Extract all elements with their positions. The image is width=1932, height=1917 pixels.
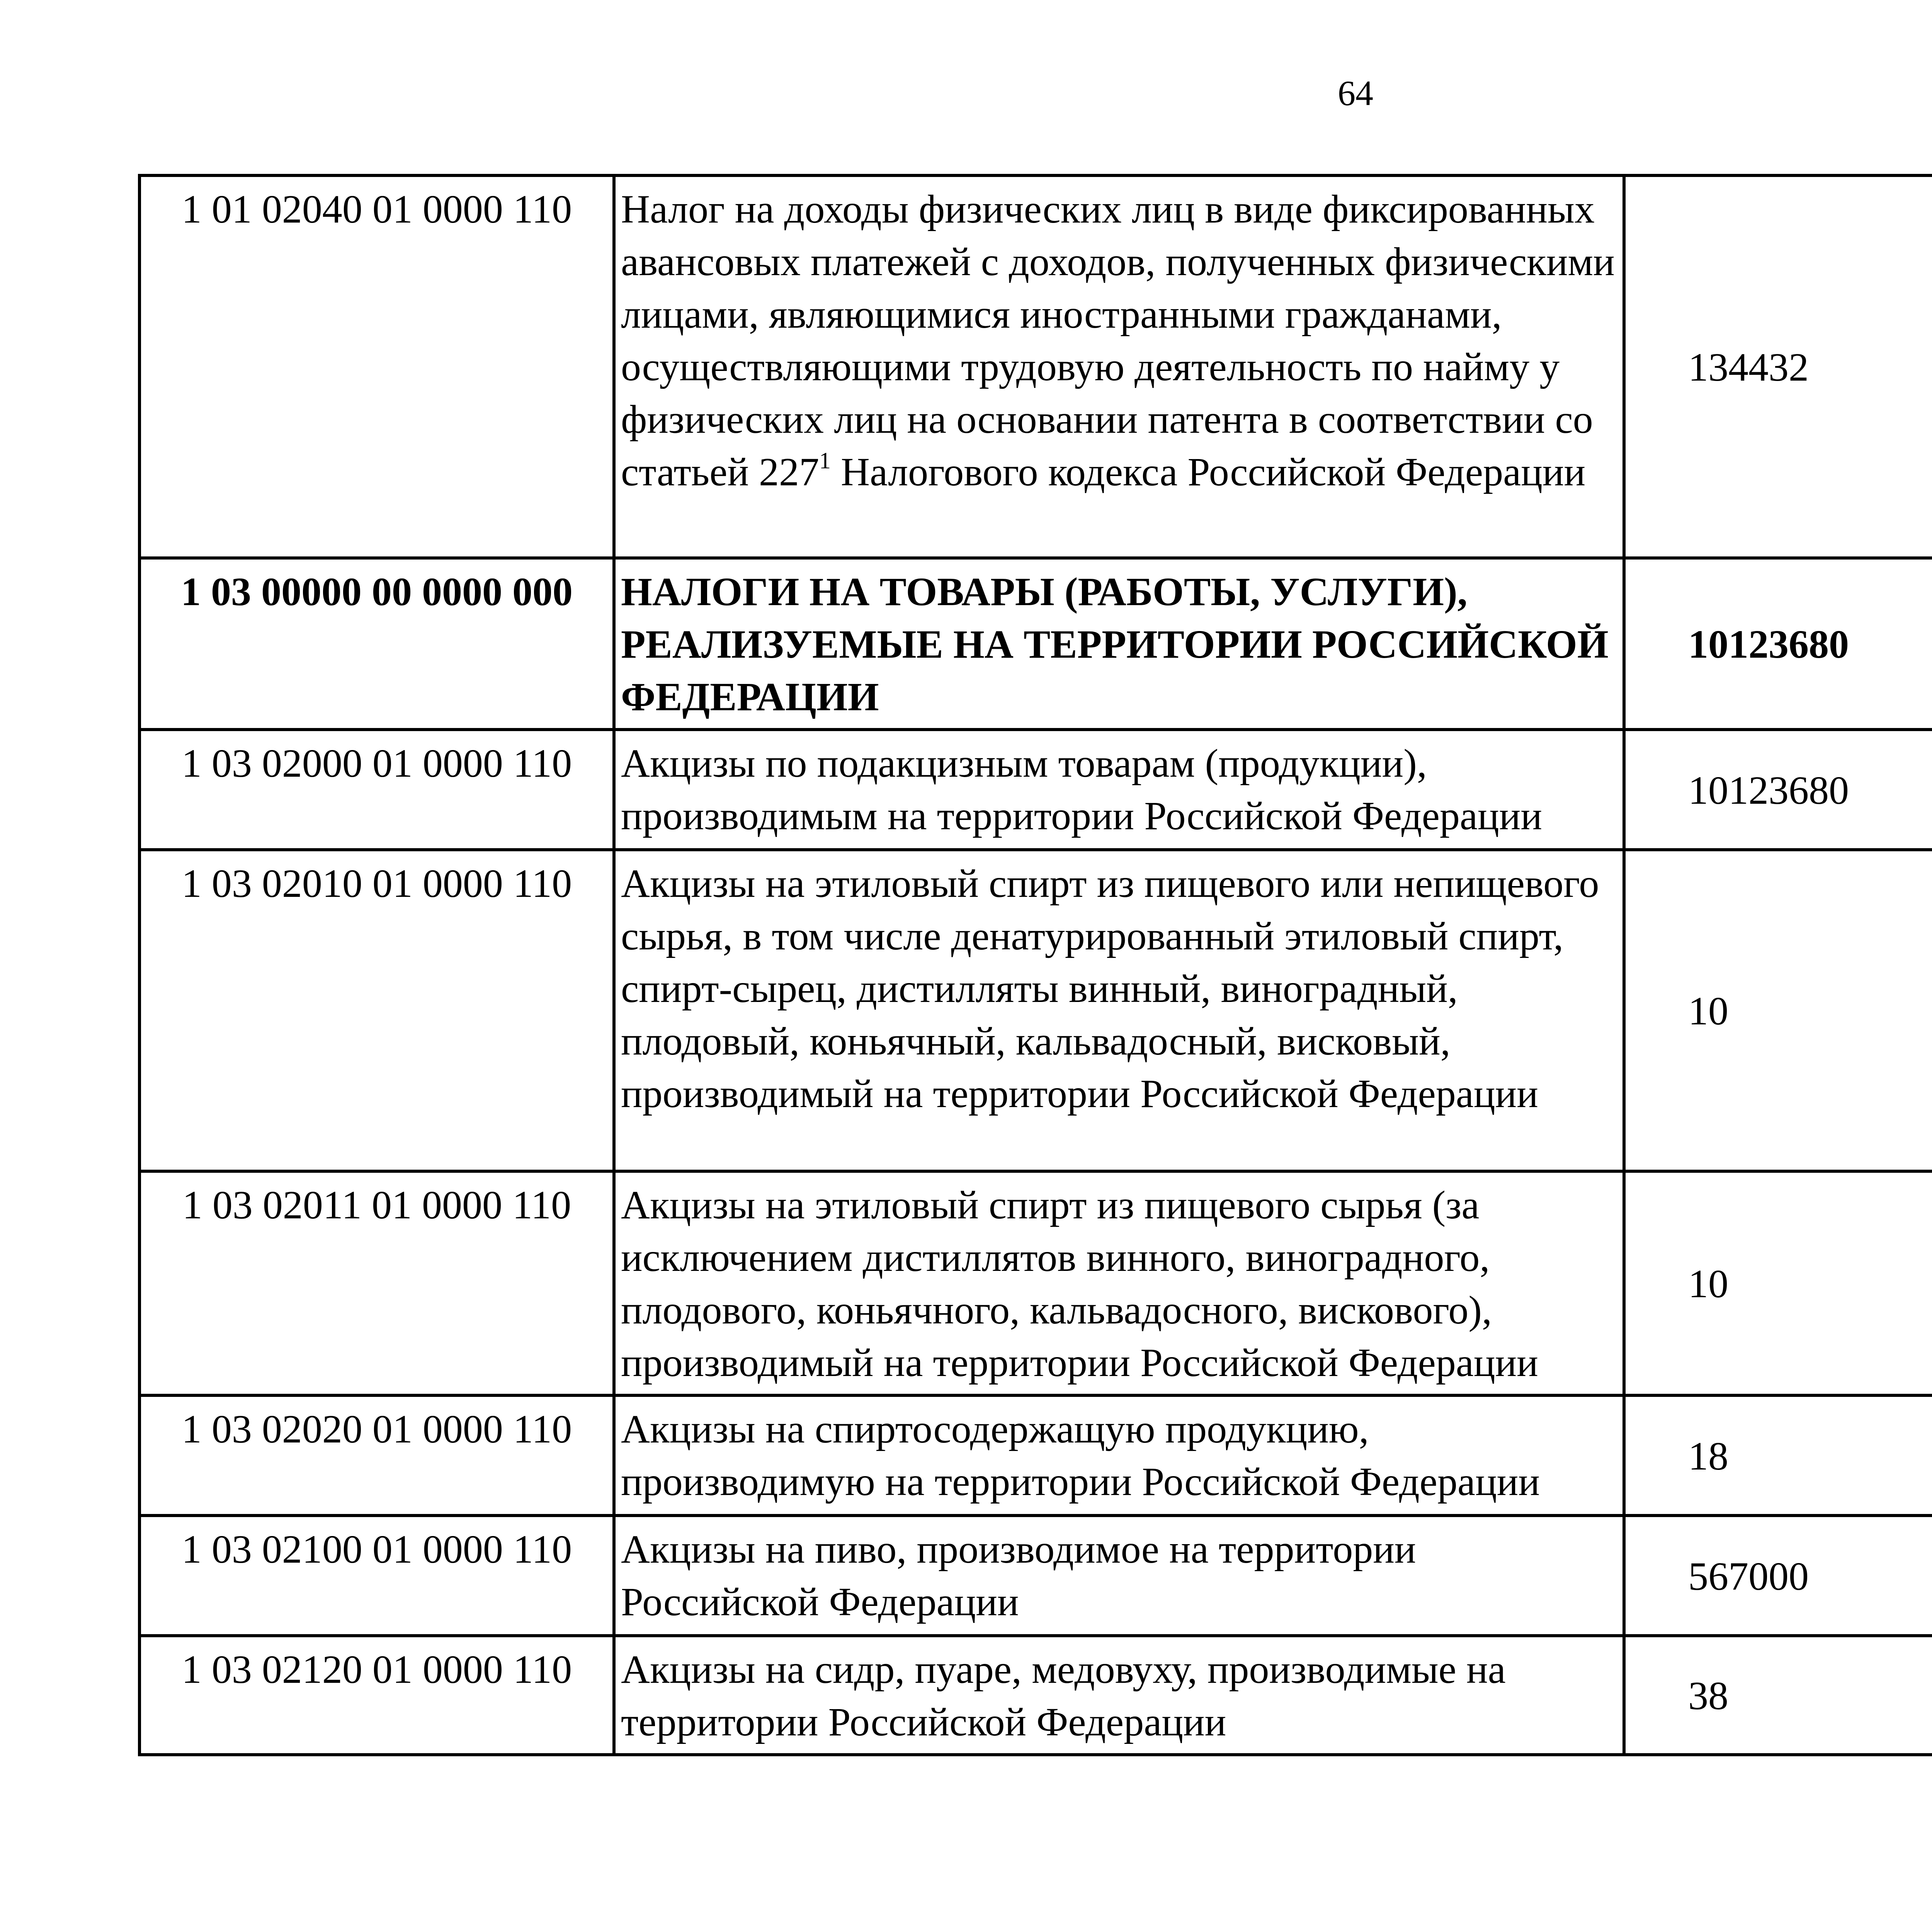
budget-code-cell: 1 03 02011 01 0000 110 xyxy=(139,1171,614,1395)
page-number: 64 xyxy=(1338,73,1373,113)
table-row xyxy=(139,1395,1932,1516)
table-row xyxy=(139,850,1932,1171)
value-cell-year-1: 18 xyxy=(1624,1395,1932,1516)
table-row xyxy=(139,730,1932,850)
budget-code-cell: 1 03 02010 01 0000 110 xyxy=(139,850,614,1171)
income-name-cell: Акцизы на спиртосодержащую продукцию, производимую на территории Российской Федерации xyxy=(614,1395,1624,1516)
value-cell-year-1: 134432 xyxy=(1624,175,1932,558)
budget-code-cell: 1 03 00000 00 0000 000 xyxy=(139,558,614,730)
income-name-cell: НАЛОГИ НА ТОВАРЫ (РАБОТЫ, УСЛУГИ), РЕАЛИЗУЕМЫЕ НА ТЕРРИТОРИИ РОССИЙСКОЙ ФЕДЕРАЦИИ xyxy=(614,558,1624,730)
value-cell-year-1: 10123680 xyxy=(1624,558,1932,730)
income-name-cell: Акцизы на пиво, производимое на территории Российской Федерации xyxy=(614,1516,1624,1636)
budget-code-cell: 1 03 02120 01 0000 110 xyxy=(139,1636,614,1755)
value-cell-year-1: 10 xyxy=(1624,1171,1932,1395)
value-cell-year-1: 10 xyxy=(1624,850,1932,1171)
income-name-cell: Акцизы на этиловый спирт из пищевого сырья (за исключением дистиллятов винного, виноградного, плодового, коньячного, кальвадосного, вискового), производимый на территории Российской Федерации xyxy=(614,1171,1624,1395)
revenue-table xyxy=(138,174,1932,1756)
value-cell-year-1: 10123680 xyxy=(1624,730,1932,850)
income-name-text: Налог на доходы физических лиц в виде фиксированных авансовых платежей с доходов, полученных физическими лицами, являющимися иностранными гражданами, осуществляющими трудовую деятельность по найму у физических лиц на основании патента в соответствии со статьей 227 xyxy=(621,187,1615,494)
budget-code-cell: 1 03 02100 01 0000 110 xyxy=(139,1516,614,1636)
budget-code-cell: 1 03 02000 01 0000 110 xyxy=(139,730,614,850)
table-row-section-header xyxy=(139,558,1932,730)
income-name-cell: Акцизы по подакцизным товарам (продукции), производимым на территории Российской Федерации xyxy=(614,730,1624,850)
footnote-superscript: 1 xyxy=(819,448,831,474)
value-cell-year-1: 38 xyxy=(1624,1636,1932,1755)
table-row xyxy=(139,1171,1932,1395)
income-name-tail: Налогового кодекса Российской Федерации xyxy=(841,450,1586,494)
value-cell-year-1: 567000 xyxy=(1624,1516,1932,1636)
table-row xyxy=(139,1636,1932,1755)
income-name-cell: Акцизы на сидр, пуаре, медовуху, производимые на территории Российской Федерации xyxy=(614,1636,1624,1755)
budget-code-cell: 1 01 02040 01 0000 110 xyxy=(139,175,614,558)
budget-code-cell: 1 03 02020 01 0000 110 xyxy=(139,1395,614,1516)
table-row xyxy=(139,175,1932,558)
income-name-cell: Акцизы на этиловый спирт из пищевого или непищевого сырья, в том числе денатурированный этиловый спирт, спирт-сырец, дистилляты винный, виноградный, плодовый, коньячный, кальвадосный, висковый, производимый на территории Российской Федерации xyxy=(614,850,1624,1171)
income-name-cell xyxy=(614,175,1624,558)
table-row xyxy=(139,1516,1932,1636)
